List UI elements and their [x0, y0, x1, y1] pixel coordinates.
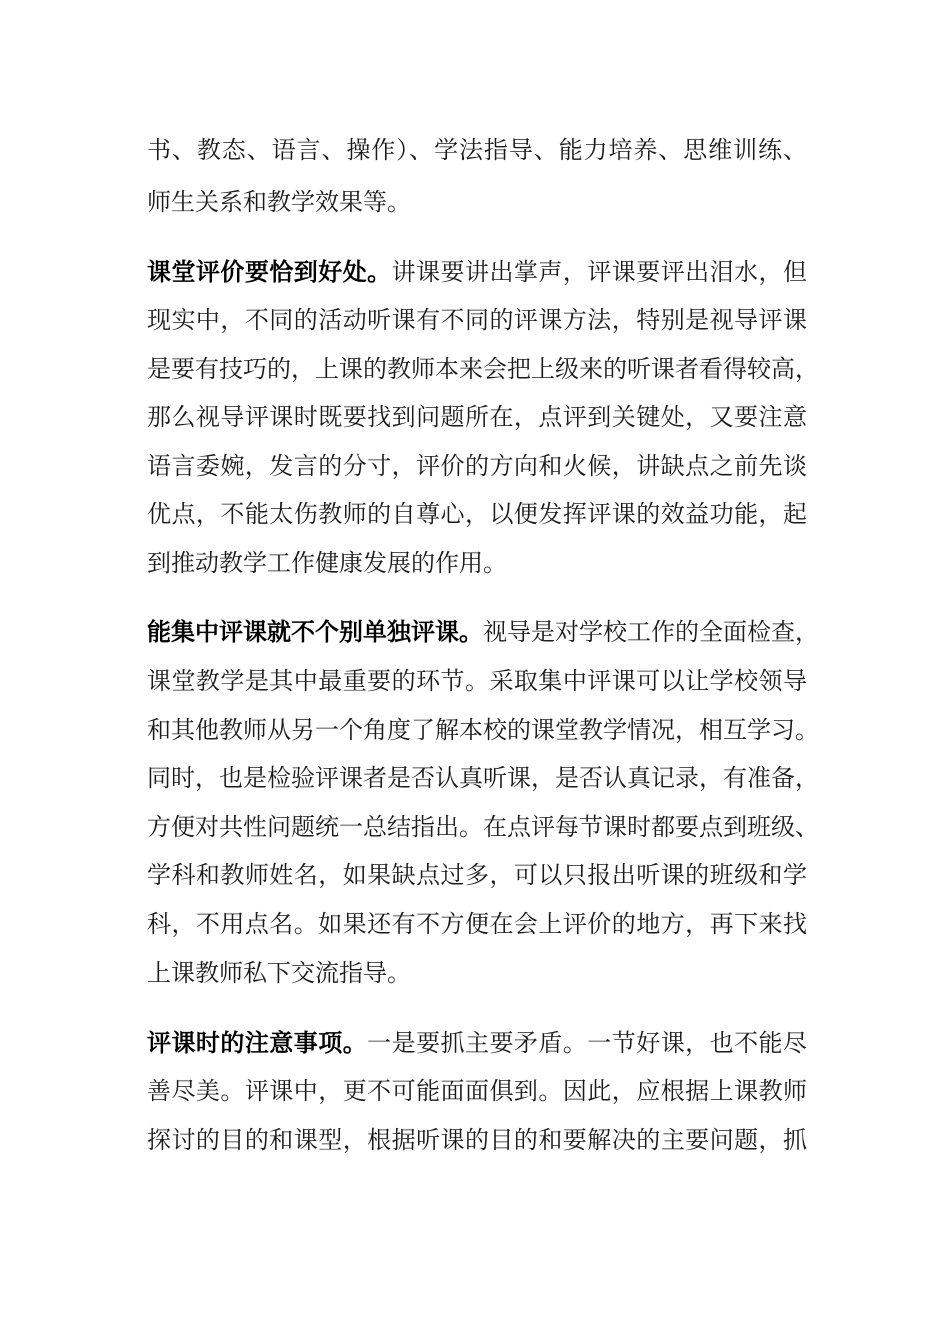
- paragraph-first-line: [147, 1023, 807, 1063]
- paragraph-line: 师生关系和教学效果等。: [147, 188, 411, 216]
- paragraph-line: 学科和教师姓名，如果缺点过多，可以只报出听课的班级和学: [147, 861, 807, 889]
- paragraph-line: 是要有技巧的，上课的教师本来会把上级来的听课者看得较高，: [147, 355, 819, 383]
- paragraph-line: 探讨的目的和课型，根据听课的目的和要解决的主要问题，抓: [147, 1126, 807, 1154]
- paragraph-text: 一是要抓主要矛盾。一节好课，也不能尽: [367, 1029, 808, 1057]
- paragraph-text: 视导是对学校工作的全面检查，: [483, 618, 819, 646]
- paragraph-line: 课堂教学是其中最重要的环节。采取集中评课可以让学校领导: [147, 667, 807, 695]
- paragraph-heading: 能集中评课就不个别单独评课。: [147, 618, 483, 646]
- paragraph-heading: 评课时的注意事项。: [147, 1029, 368, 1057]
- paragraph-first-line: [147, 612, 819, 652]
- paragraph-line: 优点，不能太伤教师的自尊心，以便发挥评课的效益功能，起: [147, 500, 807, 528]
- paragraph-line: 方便对共性问题统一总结指出。在点评每节课时都要点到班级、: [147, 813, 819, 841]
- paragraph-line: 上课教师私下交流指导。: [147, 959, 411, 987]
- paragraph-line: 现实中，不同的活动听课有不同的评课方法，特别是视导评课: [147, 306, 807, 334]
- paragraph-line: 同时，也是检验评课者是否认真听课，是否认真记录，有准备，: [147, 764, 819, 792]
- paragraph-line: 书、教态、语言、操作）、学法指导、能力培养、思维训练、: [147, 136, 807, 164]
- paragraph-line: 和其他教师从另一个角度了解本校的课堂教学情况，相互学习。: [147, 716, 819, 744]
- paragraph-first-line: [147, 252, 807, 292]
- paragraph-line: 到推动教学工作健康发展的作用。: [147, 549, 507, 577]
- paragraph-text: 讲课要讲出掌声，评课要评出泪水，但: [391, 258, 808, 286]
- paragraph-heading: 课堂评价要恰到好处。: [147, 258, 392, 286]
- paragraph-line: 善尽美。评课中，更不可能面面俱到。因此，应根据上课教师: [147, 1077, 807, 1105]
- paragraph-line: 那么视导评课时既要找到问题所在，点评到关键处，又要注意: [147, 403, 807, 431]
- paragraph-line: 语言委婉，发言的分寸，评价的方向和火候，讲缺点之前先谈: [147, 452, 807, 480]
- paragraph-line: 科，不用点名。如果还有不方便在会上评价的地方，再下来找: [147, 910, 807, 938]
